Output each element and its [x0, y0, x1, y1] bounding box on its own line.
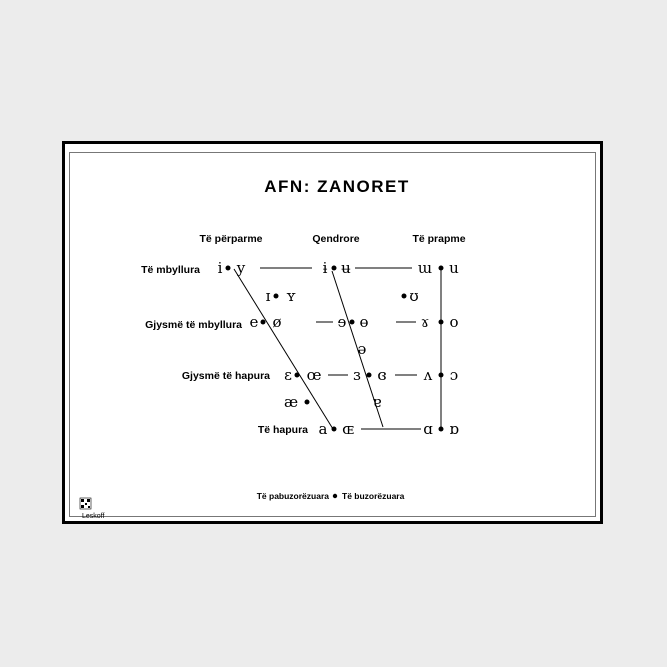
vowel-close-mid-central-rounded: ɵ: [359, 313, 369, 331]
dot-close-mid-central: [350, 320, 355, 325]
vowel-near-close-front-rounded: ʏ: [286, 287, 296, 305]
legend-dot: [333, 494, 337, 498]
legend-unrounded: Të pabuzorëzuara: [256, 491, 329, 501]
dot-close-back: [439, 266, 444, 271]
vowel-open-mid-central-rounded: ɞ: [377, 366, 387, 384]
vowel-close-mid-back-unrounded: ɤ: [420, 313, 430, 331]
row-label-open-mid: Gjysmë të hapura: [181, 370, 270, 382]
vowel-close-central-rounded: ʉ: [341, 259, 351, 277]
vowel-close-back-rounded: u: [449, 259, 459, 277]
brand-name: Leskoff: [82, 513, 105, 520]
vowel-close-front-unrounded: i: [217, 259, 223, 277]
dot-close-front: [226, 266, 231, 271]
dot-open-front: [332, 427, 337, 432]
dot-near-open-front: [305, 400, 310, 405]
vowel-close-mid-front-unrounded: e: [249, 313, 259, 331]
vowel-chart: [65, 144, 606, 527]
vowel-close-central-unrounded: ɨ: [322, 259, 328, 277]
dot-close-mid-back: [439, 320, 444, 325]
row-label-close-mid: Gjysmë të mbyllura: [145, 319, 242, 331]
vowel-close-back-unrounded: ɯ: [417, 259, 433, 277]
column-label-back: Të prapme: [412, 233, 466, 245]
poster-frame: [62, 141, 603, 524]
vowel-close-mid-central-unrounded: ɘ: [337, 313, 347, 331]
vowel-near-close-front-unrounded: ɪ: [265, 287, 271, 305]
dot-open-mid-back: [439, 373, 444, 378]
dot-open-mid-front: [295, 373, 300, 378]
vowel-open-mid-back-rounded: ɔ: [449, 366, 459, 384]
vowel-open-mid-back-unrounded: ʌ: [423, 366, 433, 384]
vowel-near-open-front: æ: [283, 393, 299, 411]
vowel-near-close-back-rounded: ʊ: [409, 287, 419, 305]
qr-code-icon: [80, 498, 91, 509]
vowel-open-back-unrounded: ɑ: [423, 420, 433, 438]
page-title: AFN: ZANORET: [264, 177, 410, 196]
vowel-near-open-central: ɐ: [372, 393, 382, 411]
legend-rounded: Të buzorëzuara: [342, 491, 405, 501]
dot-close-central: [332, 266, 337, 271]
column-label-central: Qendrore: [312, 233, 360, 245]
vowel-open-front-rounded: ɶ: [342, 420, 354, 438]
vowel-open-mid-central-unrounded: ɜ: [353, 366, 361, 384]
vowel-open-front-unrounded: a: [318, 420, 328, 438]
row-label-close: Të mbyllura: [141, 264, 200, 276]
vowel-close-front-rounded: y: [236, 259, 246, 277]
row-label-open: Të hapura: [257, 424, 308, 436]
dot-open-back: [439, 427, 444, 432]
vowel-close-mid-front-rounded: ø: [272, 313, 282, 331]
dot-near-close-back: [402, 294, 407, 299]
vowel-close-mid-back-rounded: o: [449, 313, 459, 331]
vowel-open-back-rounded: ɒ: [449, 420, 459, 438]
dot-open-mid-central: [367, 373, 372, 378]
column-label-front: Të përparme: [199, 233, 263, 245]
dot-near-close-front: [274, 294, 279, 299]
vowel-open-mid-front-rounded: œ: [306, 366, 322, 384]
vowel-mid-central: ə: [357, 340, 367, 358]
vowel-open-mid-front-unrounded: ɛ: [284, 366, 292, 384]
dot-close-mid-front: [261, 320, 266, 325]
